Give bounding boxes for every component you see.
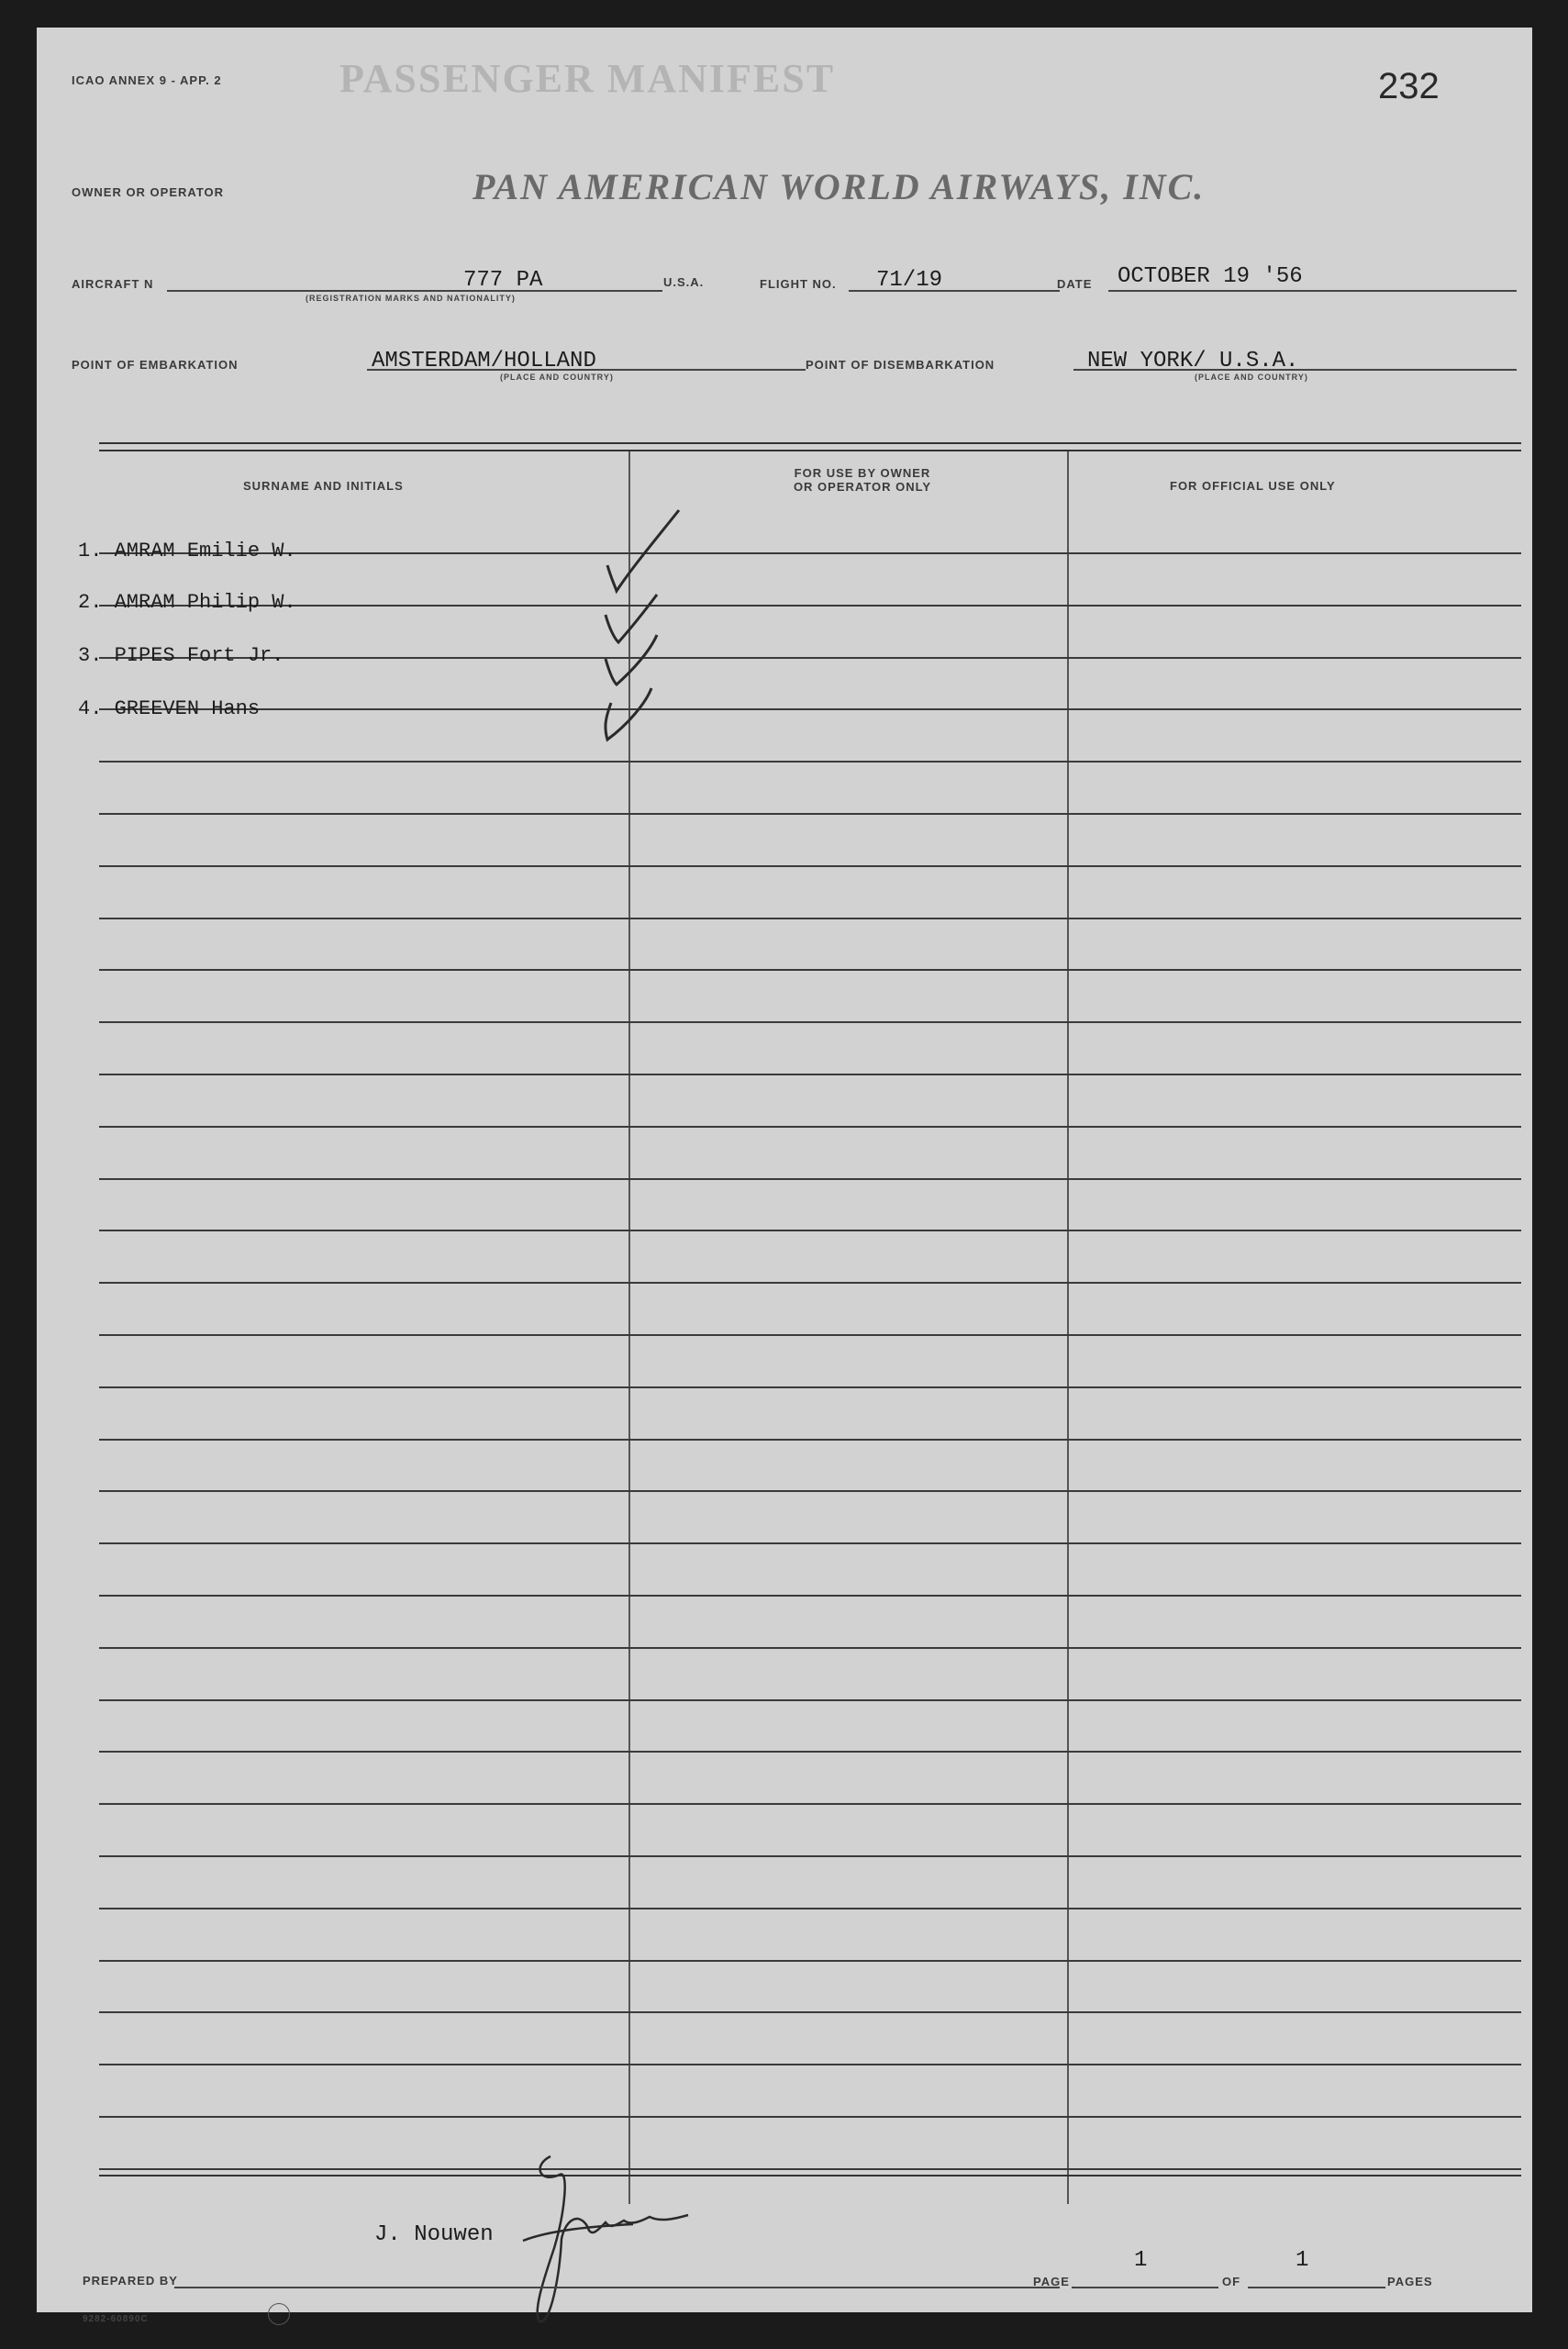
column-header-owner-use	[771, 466, 954, 494]
table-row-line	[99, 2011, 1521, 2013]
aircraft-country: U.S.A.	[663, 275, 705, 289]
manifest-page	[37, 28, 1532, 2324]
column-header-owner-use-line2: OR OPERATOR ONLY	[793, 480, 932, 494]
prepared-by-underline	[174, 2287, 1060, 2288]
table-row-line	[99, 2116, 1521, 2118]
owner-label: OWNER OR OPERATOR	[72, 185, 225, 199]
table-row-line	[99, 1334, 1521, 1336]
passenger-name: GREEVEN Hans	[114, 697, 261, 720]
checkmark-3-icon	[606, 635, 657, 685]
table-row-line	[99, 1126, 1521, 1128]
pages-label: PAGES	[1387, 2275, 1433, 2288]
aircraft-value: 777 PA	[463, 268, 543, 293]
table-row-line	[99, 1647, 1521, 1649]
table-row-line	[99, 1178, 1521, 1180]
page-label: PAGE	[1033, 2275, 1070, 2288]
of-label: OF	[1222, 2275, 1241, 2288]
disembarkation-caption: (PLACE AND COUNTRY)	[1195, 373, 1308, 382]
table-top-rule-2	[99, 450, 1521, 451]
table-row-line	[99, 2168, 1521, 2170]
faded-form-title: PASSENGER MANIFEST	[339, 56, 836, 101]
page-underline	[1072, 2287, 1218, 2288]
checkmark-2-icon	[606, 595, 657, 642]
aircraft-label: AIRCRAFT N	[72, 277, 154, 291]
passenger-row-1	[78, 540, 296, 562]
table-top-rule	[99, 442, 1521, 444]
checkmarks-icon	[550, 477, 697, 771]
table-row-line	[99, 2064, 1521, 2065]
flight-label: FLIGHT NO.	[760, 277, 837, 291]
table-row-line	[99, 813, 1521, 815]
disembarkation-label: POINT OF DISEMBARKATION	[806, 358, 995, 372]
passenger-number: 2.	[78, 591, 103, 614]
table-row-line	[99, 918, 1521, 919]
table-row-line	[99, 708, 1521, 710]
table-row-line	[99, 1855, 1521, 1857]
table-row-line	[99, 1386, 1521, 1388]
table-row-line	[99, 552, 1521, 554]
aircraft-caption: (REGISTRATION MARKS AND NATIONALITY)	[306, 294, 516, 303]
table-row-line	[99, 1542, 1521, 1544]
column-divider-2	[1067, 451, 1069, 2204]
passenger-row-3	[78, 644, 284, 667]
column-header-official: FOR OFFICIAL USE ONLY	[1170, 479, 1336, 493]
table-row-line	[99, 1803, 1521, 1805]
signature-icon	[495, 2138, 734, 2349]
form-code: 9282-60890C	[83, 2314, 149, 2324]
table-row-line	[99, 605, 1521, 607]
prepared-by-label: PREPARED BY	[83, 2274, 178, 2288]
date-underline	[1108, 290, 1517, 292]
disembarkation-value: NEW YORK/ U.S.A.	[1087, 349, 1299, 373]
table-row-line	[99, 1595, 1521, 1597]
table-row-line	[99, 1908, 1521, 1909]
table-row-line	[99, 1960, 1521, 1962]
aircraft-underline	[167, 290, 662, 292]
passenger-name: AMRAM Emilie W.	[114, 540, 296, 562]
embarkation-label: POINT OF EMBARKATION	[72, 358, 239, 372]
column-header-owner-use-line1: FOR USE BY OWNER	[794, 466, 931, 480]
printer-seal-icon	[268, 2303, 290, 2325]
embarkation-caption: (PLACE AND COUNTRY)	[500, 373, 614, 382]
table-bottom-rule	[99, 2175, 1521, 2176]
checkmark-1-icon	[607, 510, 679, 591]
prepared-by-value: J. Nouwen	[374, 2222, 494, 2247]
embarkation-value: AMSTERDAM/HOLLAND	[372, 349, 596, 373]
flight-value: 71/19	[876, 268, 943, 293]
of-underline	[1248, 2287, 1385, 2288]
table-row-line	[99, 865, 1521, 867]
form-reference: ICAO ANNEX 9 - APP. 2	[72, 73, 222, 87]
table-row-line	[99, 969, 1521, 971]
table-row-line	[99, 1490, 1521, 1492]
table-row-line	[99, 1021, 1521, 1023]
passenger-name: AMRAM Philip W.	[114, 591, 296, 614]
column-header-names: SURNAME AND INITIALS	[243, 479, 404, 493]
passenger-number: 1.	[78, 540, 103, 562]
date-value: OCTOBER 19 '56	[1118, 264, 1303, 289]
table-row-line	[99, 1230, 1521, 1231]
table-row-line	[99, 1074, 1521, 1075]
checkmark-4-icon	[606, 688, 651, 740]
table-row-line	[99, 761, 1521, 763]
table-row-line	[99, 1699, 1521, 1701]
passenger-row-2	[78, 591, 296, 614]
table-row-line	[99, 657, 1521, 659]
table-row-line	[99, 1282, 1521, 1284]
page-value: 1	[1134, 2248, 1148, 2273]
page-stamp: 232	[1378, 66, 1440, 106]
table-row-line	[99, 1439, 1521, 1441]
passenger-number: 3.	[78, 644, 103, 667]
passenger-row-4	[78, 697, 260, 720]
of-value: 1	[1296, 2248, 1309, 2273]
passenger-name: PIPES Fort Jr.	[114, 644, 284, 667]
passenger-number: 4.	[78, 697, 103, 720]
owner-value: PAN AMERICAN WORLD AIRWAYS, INC.	[473, 166, 1206, 207]
date-label: DATE	[1057, 277, 1093, 291]
table-row-line	[99, 1751, 1521, 1753]
